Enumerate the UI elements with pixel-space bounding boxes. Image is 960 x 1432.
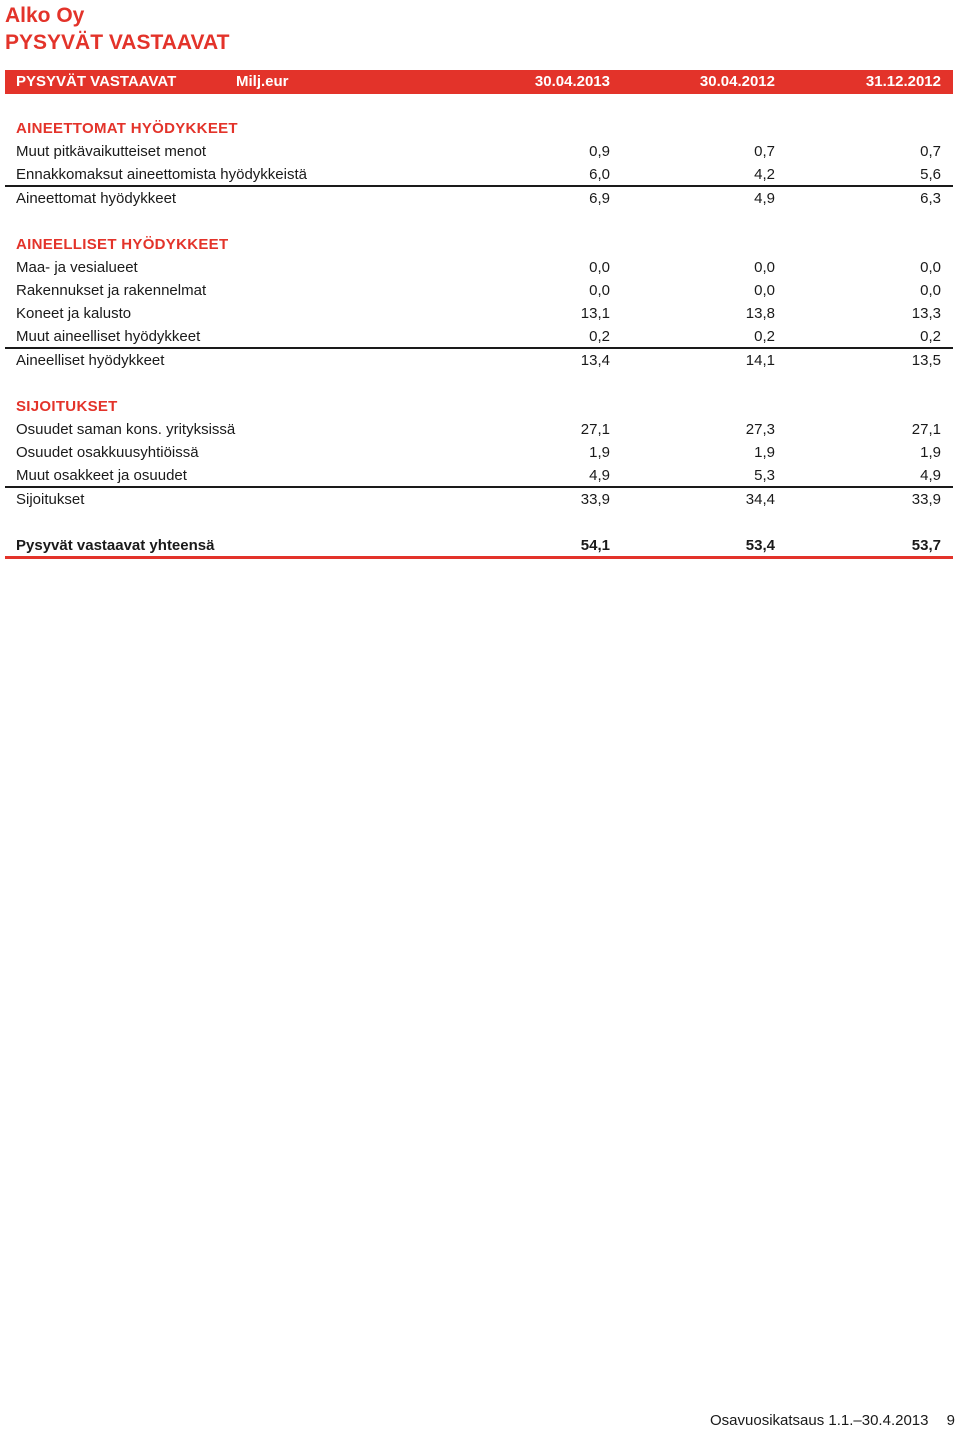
table-header	[5, 70, 953, 94]
row-value-c3: 5,6	[920, 166, 941, 183]
row-value-c1: 6,9	[589, 190, 610, 207]
row-value-c1: 0,2	[589, 328, 610, 345]
row-value-c2: 34,4	[745, 491, 775, 508]
table-row	[5, 441, 953, 464]
row-label: Sijoitukset	[16, 491, 85, 508]
row-label: Osuudet saman kons. yrityksissä	[16, 421, 236, 438]
table-row	[5, 464, 953, 488]
row-value-c3: 4,9	[920, 467, 941, 484]
header-label: PYSYVÄT VASTAAVAT	[16, 73, 177, 90]
table-row-subtotal	[5, 349, 953, 372]
row-value-c1: 13,1	[580, 305, 610, 322]
row-value-c1: 0,0	[589, 282, 610, 299]
total-label: Pysyvät vastaavat yhteensä	[16, 537, 215, 554]
row-label: Rakennukset ja rakennelmat	[16, 282, 207, 299]
row-value-c1: 1,9	[589, 444, 610, 461]
row-value-c1: 27,1	[580, 421, 610, 438]
row-label: Muut aineelliset hyödykkeet	[16, 328, 201, 345]
section-title-investments: SIJOITUKSET	[16, 398, 118, 415]
row-label: Osuudet osakkuusyhtiöissä	[16, 444, 199, 461]
row-value-c3: 0,0	[920, 282, 941, 299]
row-value-c3: 13,5	[911, 352, 941, 369]
row-value-c1: 13,4	[580, 352, 610, 369]
fixed-assets-table	[5, 70, 953, 559]
row-label: Muut osakkeet ja osuudet	[16, 467, 187, 484]
table-row	[5, 279, 953, 302]
total-value-c1: 54,1	[580, 537, 610, 554]
table-row	[5, 256, 953, 279]
row-value-c2: 0,0	[754, 282, 775, 299]
row-value-c3: 33,9	[911, 491, 941, 508]
row-label: Ennakkomaksut aineettomista hyödykkeistä	[16, 166, 307, 183]
row-value-c1: 0,9	[589, 143, 610, 160]
page-title: PYSYVÄT VASTAAVAT	[5, 31, 230, 54]
row-value-c3: 6,3	[920, 190, 941, 207]
row-value-c2: 4,9	[754, 190, 775, 207]
row-label: Aineettomat hyödykkeet	[16, 190, 177, 207]
row-value-c3: 13,3	[911, 305, 941, 322]
total-value-c3: 53,7	[911, 537, 941, 554]
row-value-c1: 4,9	[589, 467, 610, 484]
header-unit: Milj.eur	[236, 73, 289, 90]
row-value-c1: 33,9	[580, 491, 610, 508]
row-label: Koneet ja kalusto	[16, 305, 132, 322]
table-row	[5, 325, 953, 349]
total-value-c2: 53,4	[745, 537, 775, 554]
header-col-2013-04: 30.04.2013	[534, 73, 610, 90]
page-number: 9	[946, 1412, 955, 1429]
row-label: Maa- ja vesialueet	[16, 259, 138, 276]
row-label: Muut pitkävaikutteiset menot	[16, 143, 207, 160]
section-title-tangible: AINEELLISET HYÖDYKKEET	[16, 236, 229, 253]
header-col-2012-12: 31.12.2012	[865, 73, 941, 90]
row-value-c2: 5,3	[754, 467, 775, 484]
publication-title: Osavuosikatsaus 1.1.–30.4.2013	[710, 1412, 929, 1429]
row-value-c1: 6,0	[589, 166, 610, 183]
row-value-c2: 14,1	[745, 352, 775, 369]
table-row	[5, 163, 953, 187]
row-value-c2: 1,9	[754, 444, 775, 461]
row-value-c2: 27,3	[745, 421, 775, 438]
row-value-c3: 27,1	[911, 421, 941, 438]
header-col-2012-04: 30.04.2012	[699, 73, 775, 90]
row-value-c3: 0,0	[920, 259, 941, 276]
row-value-c2: 4,2	[754, 166, 775, 183]
section-title-intangible: AINEETTOMAT HYÖDYKKEET	[16, 120, 238, 137]
table-row	[5, 418, 953, 441]
table-row	[5, 140, 953, 163]
row-value-c2: 0,7	[754, 143, 775, 160]
row-value-c2: 13,8	[745, 305, 775, 322]
page-footer	[710, 1411, 955, 1431]
row-value-c3: 0,7	[920, 143, 941, 160]
row-value-c3: 0,2	[920, 328, 941, 345]
row-label: Aineelliset hyödykkeet	[16, 352, 165, 369]
row-value-c3: 1,9	[920, 444, 941, 461]
row-value-c2: 0,2	[754, 328, 775, 345]
table-row-subtotal	[5, 488, 953, 511]
table-row-total	[5, 534, 953, 559]
row-value-c2: 0,0	[754, 259, 775, 276]
company-name: Alko Oy	[5, 4, 85, 27]
row-value-c1: 0,0	[589, 259, 610, 276]
table-row-subtotal	[5, 187, 953, 210]
table-row	[5, 302, 953, 325]
